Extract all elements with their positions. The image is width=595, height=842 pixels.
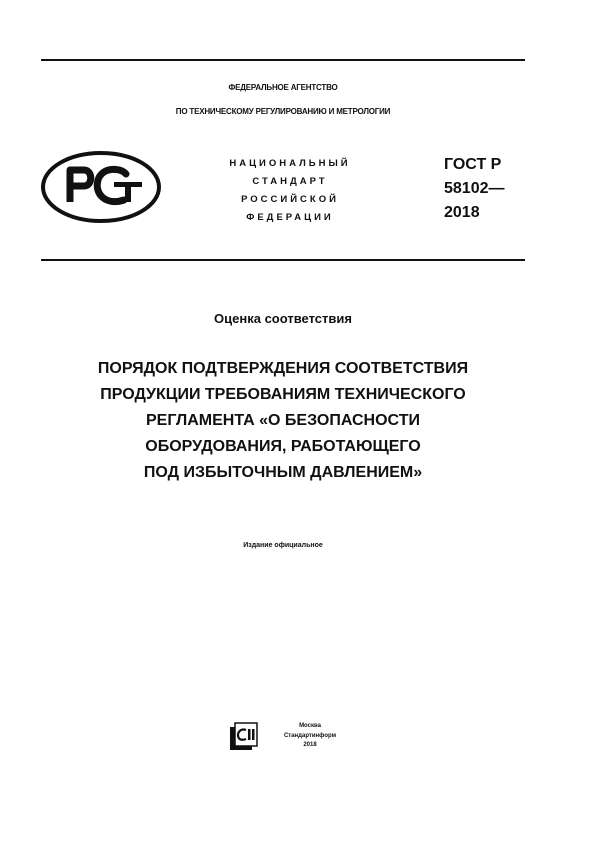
- agency-line-1: ФЕДЕРАЛЬНОЕ АГЕНТСТВО: [228, 83, 338, 92]
- agency-line-2: ПО ТЕХНИЧЕСКОМУ РЕГУЛИРОВАНИЮ И МЕТРОЛОГИИ: [175, 107, 391, 116]
- publisher-name: Стандартинформ: [283, 732, 337, 739]
- publisher-year: 2018: [303, 742, 317, 748]
- standartinform-logo-icon: [229, 722, 259, 752]
- title-line-1: ПОРЯДОК ПОДТВЕРЖДЕНИЯ СООТВЕТСТВИЯ: [97, 360, 469, 377]
- national-line-1: НАЦИОНАЛЬНЫЙ: [229, 158, 351, 169]
- document-subtitle: Оценка соответствия: [214, 311, 352, 326]
- middle-rule: [41, 259, 525, 261]
- national-line-3: РОССИЙСКОЙ: [241, 194, 339, 205]
- national-line-2: СТАНДАРТ: [252, 176, 328, 187]
- publisher-info: [265, 722, 355, 751]
- rst-certification-logo-icon: [40, 150, 162, 224]
- top-rule: [41, 59, 525, 61]
- gost-line-1: ГОСТ Р: [444, 156, 502, 173]
- gost-line-3: 2018: [444, 204, 480, 221]
- national-standard-block: [190, 155, 390, 227]
- title-line-2: ПРОДУКЦИИ ТРЕБОВАНИЯМ ТЕХНИЧЕСКОГО: [100, 386, 466, 403]
- title-line-4: ОБОРУДОВАНИЯ, РАБОТАЮЩЕГО: [145, 438, 421, 455]
- edition-note: Издание официальное: [243, 542, 323, 549]
- document-title: [41, 356, 525, 486]
- title-line-3: РЕГЛАМЕНТА «О БЕЗОПАСНОСТИ: [146, 412, 420, 429]
- publisher-city: Москва: [299, 723, 321, 729]
- title-line-5: ПОД ИЗБЫТОЧНЫМ ДАВЛЕНИЕМ»: [143, 464, 423, 481]
- gost-designation: [444, 153, 505, 225]
- gost-line-2: 58102—: [444, 180, 505, 197]
- national-line-4: ФЕДЕРАЦИИ: [246, 212, 334, 223]
